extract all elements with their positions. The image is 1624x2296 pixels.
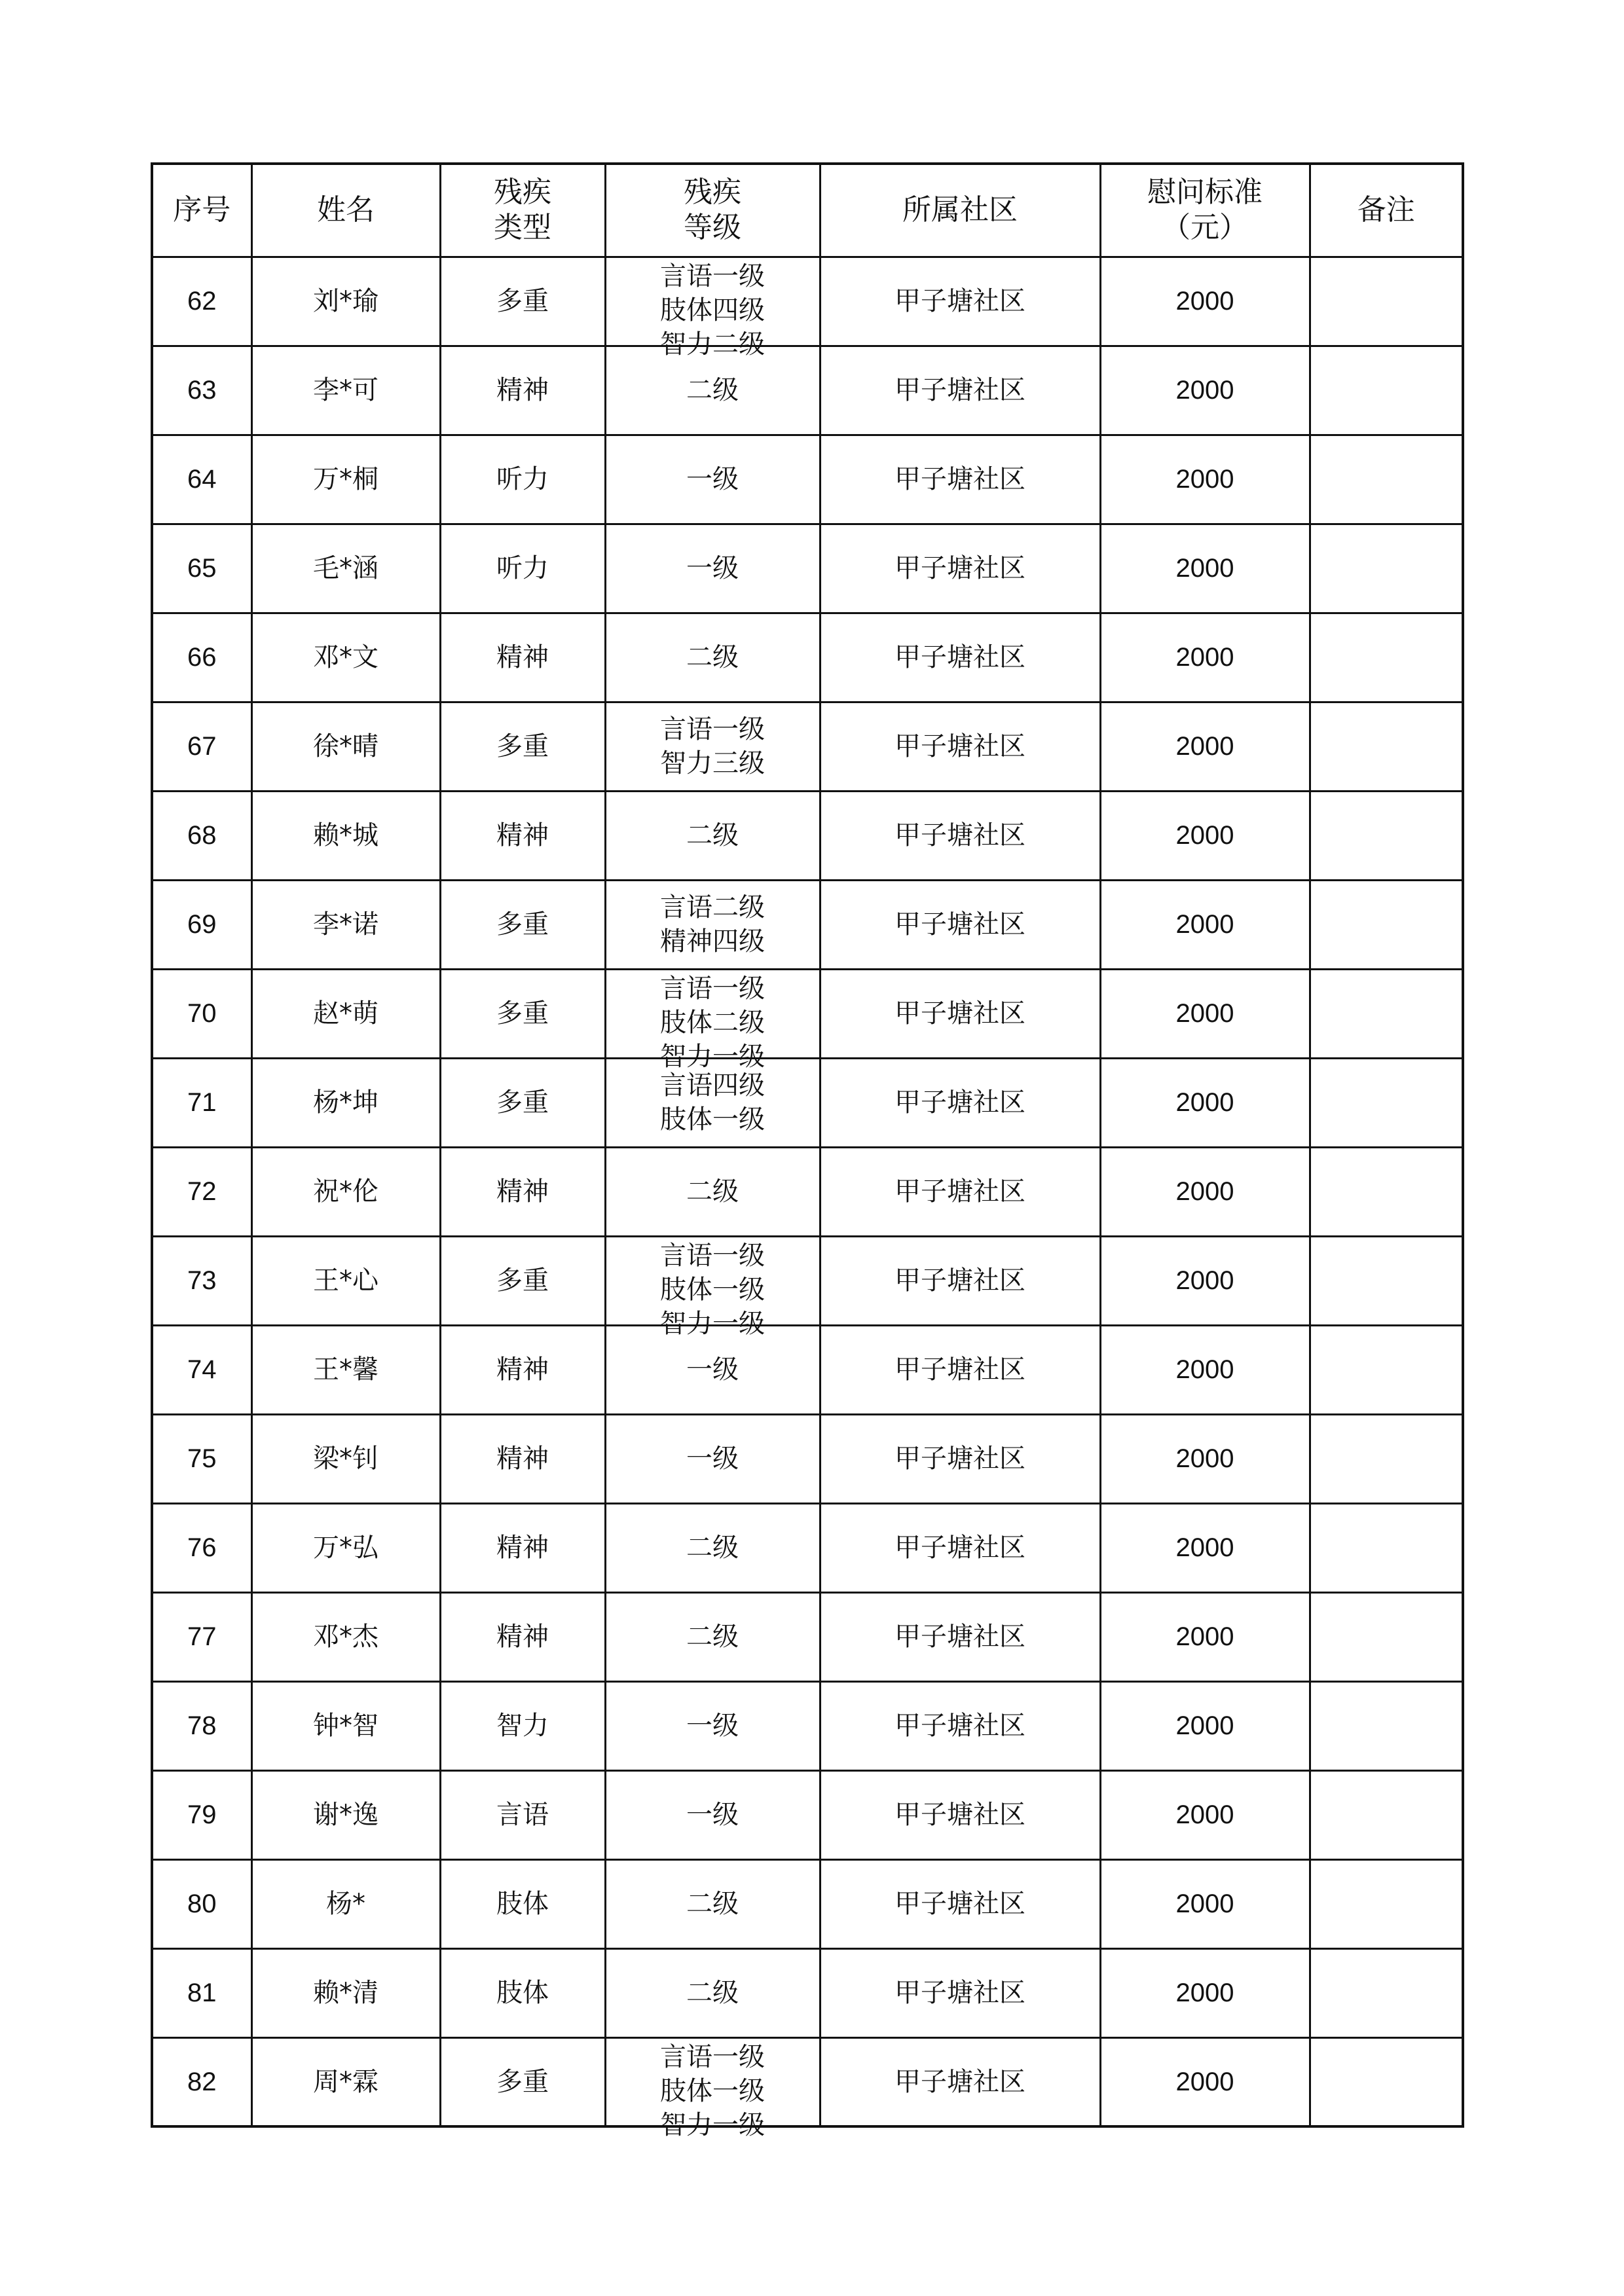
amount-cell: 2000 <box>1100 702 1310 791</box>
seq-cell: 75 <box>152 1414 251 1503</box>
table-row <box>152 1592 1463 1681</box>
remark-cell <box>1310 1414 1463 1503</box>
name-cell: 徐*晴 <box>251 702 440 791</box>
remark-cell <box>1310 1681 1463 1770</box>
community-cell: 甲子塘社区 <box>820 1592 1100 1681</box>
grade-line: 智力一级 <box>660 1309 765 1339</box>
community-cell: 甲子塘社区 <box>820 1770 1100 1859</box>
seq-cell: 70 <box>152 969 251 1058</box>
grade-line: 智力二级 <box>660 329 765 359</box>
grade-cell <box>605 969 820 1072</box>
amount-cell: 2000 <box>1100 1236 1310 1325</box>
name-cell: 刘*瑜 <box>251 257 440 346</box>
grade-cell <box>605 524 820 613</box>
seq-cell: 80 <box>152 1859 251 1948</box>
relief-table <box>151 162 1464 2140</box>
seq-cell: 64 <box>152 435 251 524</box>
name-cell: 万*桐 <box>251 435 440 524</box>
remark-cell <box>1310 1770 1463 1859</box>
community-cell: 甲子塘社区 <box>820 2037 1100 2126</box>
community-cell: 甲子塘社区 <box>820 1681 1100 1770</box>
table-row <box>152 1414 1463 1503</box>
amount-cell: 2000 <box>1100 1147 1310 1236</box>
grade-line: 二级 <box>686 642 739 672</box>
grade-line: 二级 <box>686 820 739 850</box>
grade-line: 一级 <box>686 1800 739 1830</box>
seq-cell: 73 <box>152 1236 251 1325</box>
grade-cell <box>605 702 820 791</box>
remark-cell <box>1310 880 1463 969</box>
table-row <box>152 1859 1463 1948</box>
name-cell: 杨* <box>251 1859 440 1948</box>
type-cell: 精神 <box>440 1414 605 1503</box>
name-cell: 邓*文 <box>251 613 440 702</box>
grade-line: 智力一级 <box>660 1042 765 1072</box>
name-cell: 李*诺 <box>251 880 440 969</box>
amount-cell: 2000 <box>1100 969 1310 1058</box>
type-cell: 多重 <box>440 2037 605 2126</box>
type-cell: 精神 <box>440 1592 605 1681</box>
type-cell: 精神 <box>440 346 605 435</box>
seq-cell: 82 <box>152 2037 251 2126</box>
name-cell: 杨*坤 <box>251 1058 440 1147</box>
community-cell: 甲子塘社区 <box>820 1236 1100 1325</box>
remark-cell <box>1310 524 1463 613</box>
community-cell: 甲子塘社区 <box>820 1147 1100 1236</box>
community-cell: 甲子塘社区 <box>820 1058 1100 1147</box>
amount-cell: 2000 <box>1100 257 1310 346</box>
name-cell: 钟*智 <box>251 1681 440 1770</box>
seq-cell: 65 <box>152 524 251 613</box>
name-cell: 梁*钊 <box>251 1414 440 1503</box>
amount-cell: 2000 <box>1100 435 1310 524</box>
community-cell: 甲子塘社区 <box>820 791 1100 880</box>
remark-cell <box>1310 1948 1463 2037</box>
seq-cell: 74 <box>152 1325 251 1414</box>
community-cell: 甲子塘社区 <box>820 702 1100 791</box>
grade-line: 精神四级 <box>660 926 765 957</box>
remark-cell <box>1310 702 1463 791</box>
community-cell: 甲子塘社区 <box>820 880 1100 969</box>
type-cell: 多重 <box>440 257 605 346</box>
grade-line: 二级 <box>686 1978 739 2008</box>
seq-cell: 77 <box>152 1592 251 1681</box>
grade-line: 二级 <box>686 1622 739 1652</box>
amount-cell: 2000 <box>1100 1058 1310 1147</box>
grade-line: 肢体四级 <box>660 295 765 325</box>
amount-cell: 2000 <box>1100 613 1310 702</box>
amount-cell: 2000 <box>1100 880 1310 969</box>
name-cell: 李*可 <box>251 346 440 435</box>
amount-cell: 2000 <box>1100 1681 1310 1770</box>
type-cell: 智力 <box>440 1681 605 1770</box>
seq-cell: 62 <box>152 257 251 346</box>
grade-line: 二级 <box>686 1533 739 1563</box>
community-cell: 甲子塘社区 <box>820 1948 1100 2037</box>
amount-cell: 2000 <box>1100 1414 1310 1503</box>
grade-cell <box>605 880 820 969</box>
seq-cell: 68 <box>152 791 251 880</box>
community-cell: 甲子塘社区 <box>820 1325 1100 1414</box>
amount-cell: 2000 <box>1100 1948 1310 2037</box>
table-row <box>152 880 1463 969</box>
remark-cell <box>1310 969 1463 1058</box>
grade-line: 智力三级 <box>660 748 765 778</box>
header-community: 所属社区 <box>820 164 1100 257</box>
name-cell: 祝*伦 <box>251 1147 440 1236</box>
grade-cell <box>605 257 820 359</box>
amount-cell: 2000 <box>1100 1770 1310 1859</box>
grade-line: 一级 <box>686 1355 739 1385</box>
amount-cell: 2000 <box>1100 1859 1310 1948</box>
grade-cell <box>605 1681 820 1770</box>
table-row <box>152 702 1463 791</box>
remark-cell <box>1310 257 1463 346</box>
table-row <box>152 613 1463 702</box>
grade-cell <box>605 1503 820 1592</box>
table-row <box>152 1236 1463 1325</box>
amount-cell: 2000 <box>1100 1325 1310 1414</box>
type-cell: 精神 <box>440 1147 605 1236</box>
remark-cell <box>1310 1325 1463 1414</box>
seq-cell: 69 <box>152 880 251 969</box>
community-cell: 甲子塘社区 <box>820 613 1100 702</box>
grade-line: 肢体一级 <box>660 2075 765 2106</box>
community-cell: 甲子塘社区 <box>820 524 1100 613</box>
name-cell: 王*馨 <box>251 1325 440 1414</box>
table-row <box>152 1681 1463 1770</box>
community-cell: 甲子塘社区 <box>820 346 1100 435</box>
seq-cell: 78 <box>152 1681 251 1770</box>
grade-line: 一级 <box>686 553 739 583</box>
type-cell: 肢体 <box>440 1859 605 1948</box>
type-cell: 肢体 <box>440 1948 605 2037</box>
grade-line: 言语一级 <box>660 2041 765 2072</box>
grade-cell <box>605 2037 820 2140</box>
grade-cell <box>605 1058 820 1147</box>
grade-line: 二级 <box>686 375 739 405</box>
name-cell: 毛*涵 <box>251 524 440 613</box>
name-cell: 王*心 <box>251 1236 440 1325</box>
grade-line: 言语一级 <box>660 974 765 1004</box>
seq-cell: 66 <box>152 613 251 702</box>
grade-line: 言语一级 <box>660 261 765 291</box>
name-cell: 周*霖 <box>251 2037 440 2126</box>
table-row <box>152 435 1463 524</box>
seq-cell: 79 <box>152 1770 251 1859</box>
seq-cell: 72 <box>152 1147 251 1236</box>
remark-cell <box>1310 1058 1463 1147</box>
table-row <box>152 2037 1463 2126</box>
remark-cell <box>1310 1147 1463 1236</box>
grade-line: 言语一级 <box>660 714 765 744</box>
name-cell: 邓*杰 <box>251 1592 440 1681</box>
type-cell: 多重 <box>440 702 605 791</box>
type-cell: 言语 <box>440 1770 605 1859</box>
table-row <box>152 1147 1463 1236</box>
grade-line: 一级 <box>686 1444 739 1474</box>
seq-cell: 81 <box>152 1948 251 2037</box>
table-row <box>152 969 1463 1058</box>
remark-cell <box>1310 1859 1463 1948</box>
header-name: 姓名 <box>251 164 440 257</box>
grade-line: 一级 <box>686 464 739 494</box>
grade-line: 言语二级 <box>660 892 765 922</box>
amount-cell: 2000 <box>1100 791 1310 880</box>
community-cell: 甲子塘社区 <box>820 435 1100 524</box>
type-cell: 精神 <box>440 791 605 880</box>
grade-line: 二级 <box>686 1176 739 1207</box>
grade-line: 智力一级 <box>660 2109 765 2140</box>
table-row <box>152 1503 1463 1592</box>
type-cell: 精神 <box>440 613 605 702</box>
remark-cell <box>1310 1592 1463 1681</box>
remark-cell <box>1310 346 1463 435</box>
grade-cell <box>605 1147 820 1236</box>
grade-line: 二级 <box>686 1889 739 1919</box>
type-cell: 精神 <box>440 1503 605 1592</box>
remark-cell <box>1310 613 1463 702</box>
header-type: 残疾 类型 <box>440 164 605 257</box>
header-row <box>152 164 1463 257</box>
name-cell: 赖*清 <box>251 1948 440 2037</box>
grade-line: 肢体一级 <box>660 1275 765 1305</box>
remark-cell <box>1310 1503 1463 1592</box>
amount-cell: 2000 <box>1100 1503 1310 1592</box>
amount-cell: 2000 <box>1100 2037 1310 2126</box>
table-row <box>152 791 1463 880</box>
seq-cell: 76 <box>152 1503 251 1592</box>
table-row <box>152 1770 1463 1859</box>
community-cell: 甲子塘社区 <box>820 1414 1100 1503</box>
grade-line: 言语四级 <box>660 1070 765 1101</box>
table-row <box>152 524 1463 613</box>
seq-cell: 71 <box>152 1058 251 1147</box>
grade-cell <box>605 791 820 880</box>
community-cell: 甲子塘社区 <box>820 1503 1100 1592</box>
grade-cell <box>605 435 820 524</box>
table-row <box>152 257 1463 346</box>
type-cell: 精神 <box>440 1325 605 1414</box>
grade-cell <box>605 1414 820 1503</box>
type-cell: 听力 <box>440 435 605 524</box>
grade-cell <box>605 613 820 702</box>
grade-line: 言语一级 <box>660 1241 765 1271</box>
table-row <box>152 1948 1463 2037</box>
name-cell: 赵*萌 <box>251 969 440 1058</box>
grade-cell <box>605 1236 820 1339</box>
type-cell: 多重 <box>440 969 605 1058</box>
amount-cell: 2000 <box>1100 346 1310 435</box>
seq-cell: 63 <box>152 346 251 435</box>
grade-cell <box>605 1859 820 1948</box>
grade-cell <box>605 1770 820 1859</box>
name-cell: 万*弘 <box>251 1503 440 1592</box>
community-cell: 甲子塘社区 <box>820 257 1100 346</box>
seq-cell: 67 <box>152 702 251 791</box>
remark-cell <box>1310 791 1463 880</box>
community-cell: 甲子塘社区 <box>820 969 1100 1058</box>
remark-cell <box>1310 1236 1463 1325</box>
grade-cell <box>605 1592 820 1681</box>
type-cell: 多重 <box>440 880 605 969</box>
name-cell: 赖*城 <box>251 791 440 880</box>
grade-line: 肢体一级 <box>660 1104 765 1135</box>
header-standard: 慰问标准 （元） <box>1100 164 1310 257</box>
header-seq: 序号 <box>152 164 251 257</box>
type-cell: 听力 <box>440 524 605 613</box>
remark-cell <box>1310 2037 1463 2126</box>
grade-line: 一级 <box>686 1711 739 1741</box>
community-cell: 甲子塘社区 <box>820 1859 1100 1948</box>
grade-cell <box>605 1948 820 2037</box>
header-grade: 残疾 等级 <box>605 164 820 257</box>
name-cell: 谢*逸 <box>251 1770 440 1859</box>
remark-cell <box>1310 435 1463 524</box>
grade-line: 肢体二级 <box>660 1008 765 1038</box>
type-cell: 多重 <box>440 1058 605 1147</box>
amount-cell: 2000 <box>1100 1592 1310 1681</box>
amount-cell: 2000 <box>1100 524 1310 613</box>
type-cell: 多重 <box>440 1236 605 1325</box>
header-remark: 备注 <box>1310 164 1463 257</box>
table-row <box>152 1058 1463 1147</box>
